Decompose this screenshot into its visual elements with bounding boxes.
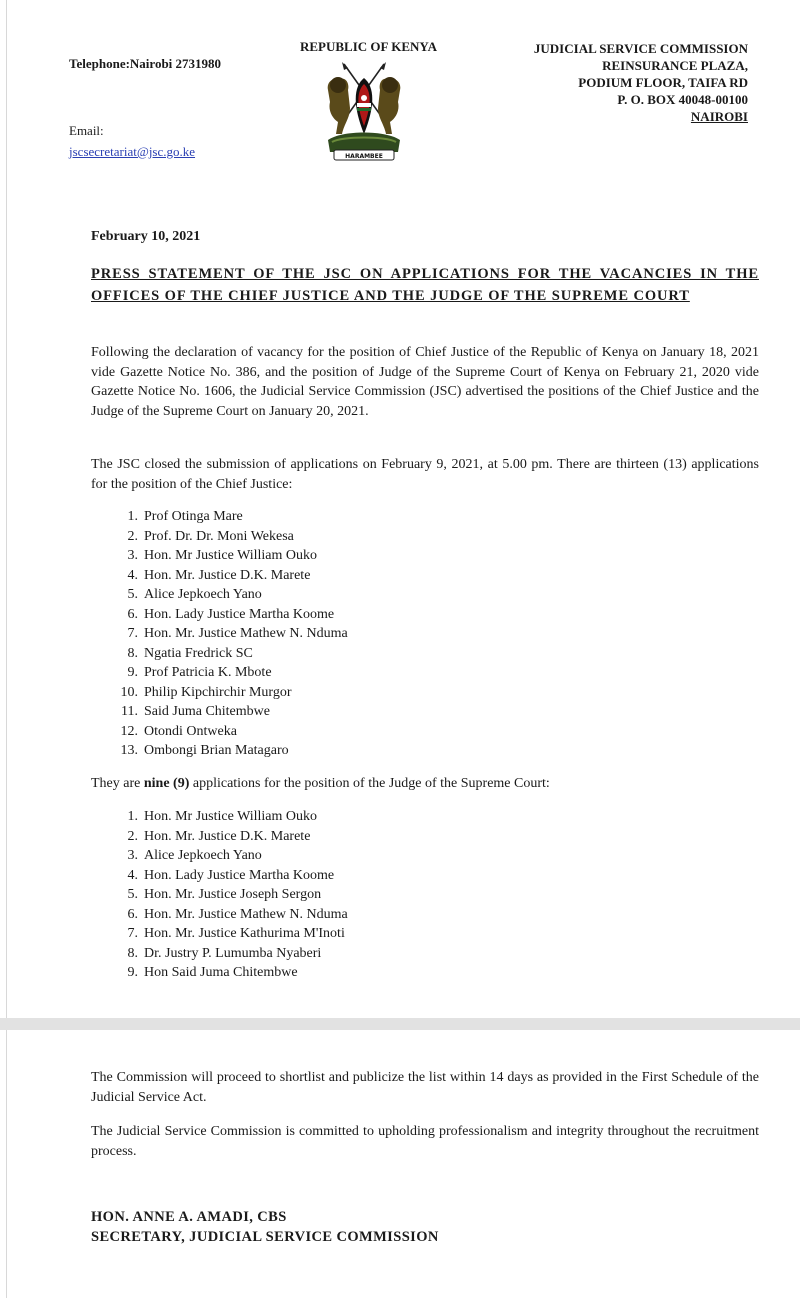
- list-item: [112, 866, 712, 886]
- applicant-name: Hon. Mr. Justice Mathew N. Nduma: [144, 626, 348, 641]
- list-item: [112, 885, 712, 905]
- applicant-name: Hon. Lady Justice Martha Koome: [144, 606, 335, 622]
- list-item-number: 4.: [127, 867, 138, 883]
- list-item-number: 3.: [127, 848, 138, 863]
- applicant-name: Dr. Justry P. Lumumba Nyaberi: [144, 945, 322, 961]
- list-item-number: 4.: [127, 567, 138, 583]
- paragraph-commitment: The Judicial Service Commission is committed to upholding professionalism and integrity throughout the recruitment process.: [91, 1124, 759, 1159]
- applicant-name: Hon. Mr. Justice D.K. Marete: [144, 828, 311, 844]
- paragraph-text: They are: [91, 776, 144, 791]
- paragraph-text: applications for the position of the Judge of the Supreme Court:: [189, 776, 550, 791]
- list-item-number: 2.: [127, 828, 138, 844]
- applicant-name: Alice Jepkoech Yano: [144, 587, 262, 602]
- list-item-number: 3.: [127, 548, 138, 563]
- page-edge: [6, 0, 7, 1018]
- signatory-name: HON. ANNE A. AMADI, CBS: [91, 1209, 287, 1225]
- applicant-name: Hon Said Juma Chitembwe: [144, 965, 298, 980]
- list-item: [112, 963, 712, 983]
- list-item-number: 10.: [120, 684, 138, 700]
- list-item-number: 11.: [121, 704, 138, 719]
- list-item: [112, 644, 712, 664]
- chief-justice-applicant-list: [112, 507, 712, 761]
- applicant-name: Alice Jepkoech Yano: [144, 848, 262, 863]
- applicant-name: Hon. Mr. Justice D.K. Marete: [144, 567, 311, 583]
- list-item: [112, 722, 712, 742]
- paragraph-closing: The JSC closed the submission of applications on February 9, 2021, at 5.00 pm. There are thirteen (13) applications for the position of the Chief Justice:: [91, 457, 759, 492]
- list-item-number: 5.: [127, 887, 138, 902]
- statement-date: February 10, 2021: [91, 229, 201, 244]
- list-item: [112, 566, 712, 586]
- list-item-number: 7.: [127, 926, 138, 941]
- list-item: [112, 624, 712, 644]
- applicant-name: Prof Patricia K. Mbote: [144, 665, 272, 680]
- signature-block: [91, 1207, 439, 1247]
- list-item-number: 6.: [127, 906, 138, 922]
- applicant-name: Ombongi Brian Matagaro: [144, 743, 289, 758]
- list-item-number: 6.: [127, 606, 138, 622]
- kenya-coat-of-arms-icon: [322, 60, 406, 166]
- address-line: P. O. BOX 40048-00100: [617, 92, 748, 107]
- applicant-name: Hon. Mr. Justice Kathurima M'Inoti: [144, 926, 345, 941]
- list-item: [112, 944, 712, 964]
- paragraph-supreme-court: [91, 774, 759, 794]
- list-item: [112, 924, 712, 944]
- list-item-number: 8.: [127, 645, 138, 661]
- page-break: [0, 1018, 800, 1030]
- supreme-court-applicant-list: [112, 807, 712, 983]
- applicant-name: Otondi Ontweka: [144, 723, 237, 739]
- applicant-name: Hon. Mr Justice William Ouko: [144, 548, 317, 563]
- list-item-number: 8.: [127, 945, 138, 961]
- applicant-name: Prof Otinga Mare: [144, 509, 243, 524]
- applicant-name: Hon. Lady Justice Martha Koome: [144, 867, 335, 883]
- list-item-number: 1.: [127, 809, 138, 824]
- list-item: [112, 527, 712, 547]
- applicant-name: Philip Kipchirchir Murgor: [144, 684, 292, 700]
- address-line: REINSURANCE PLAZA,: [602, 58, 748, 73]
- page-edge: [6, 1030, 7, 1298]
- list-item-number: 9.: [127, 665, 138, 680]
- email-link[interactable]: jscsecretariat@jsc.go.ke: [69, 144, 196, 159]
- list-item-number: 9.: [127, 965, 138, 980]
- applicant-name: Hon. Mr. Justice Joseph Sergon: [144, 887, 322, 902]
- applicant-name: Hon. Mr. Justice Mathew N. Nduma: [144, 906, 348, 922]
- address-line: PODIUM FLOOR, TAIFA RD: [578, 75, 748, 90]
- list-item: [112, 605, 712, 625]
- statement-title: PRESS STATEMENT OF THE JSC ON APPLICATIONS FOR THE VACANCIES IN THE OFFICES OF THE CHIEF JUSTICE AND THE JUDGE OF THE SUPREME COURT: [91, 266, 759, 304]
- list-item-number: 13.: [120, 743, 138, 758]
- list-item-number: 7.: [127, 626, 138, 641]
- coat-motto: HARAMBEE: [345, 153, 383, 160]
- list-item: [112, 683, 712, 703]
- list-item: [112, 702, 712, 722]
- paragraph-shortlist: The Commission will proceed to shortlist and publicize the list within 14 days as provided in the First Schedule of the Judicial Service Act.: [91, 1070, 759, 1105]
- jsc-name: JUDICIAL SERVICE COMMISSION: [533, 41, 748, 56]
- list-item: [112, 546, 712, 566]
- applicant-name: Hon. Mr Justice William Ouko: [144, 809, 317, 824]
- applicant-name: Prof. Dr. Dr. Moni Wekesa: [144, 528, 294, 544]
- applicant-name: Ngatia Fredrick SC: [144, 645, 253, 661]
- republic-heading: REPUBLIC OF KENYA: [300, 39, 438, 54]
- list-item-number: 2.: [127, 528, 138, 544]
- paragraph-vacancy: Following the declaration of vacancy for the position of Chief Justice of the Republic of Kenya on January 18, 2021 vide Gazette Notice No. 386, and the position of Judge of the Supreme Court of Kenya on February 21, 2020 vide Gazette Notice No. 1606, the Judicial Service Commission (JSC) advertised the positions of the Chief Justice and the Judge of the Supreme Court on January 20, 2021.: [91, 345, 759, 419]
- list-item-number: 5.: [127, 587, 138, 602]
- telephone-line: Telephone:Nairobi 2731980: [69, 56, 222, 71]
- list-item: [112, 585, 712, 605]
- list-item: [112, 807, 712, 827]
- list-item: [112, 507, 712, 527]
- list-item-number: 1.: [127, 509, 138, 524]
- signatory-role: SECRETARY, JUDICIAL SERVICE COMMISSION: [91, 1229, 439, 1245]
- list-item: [112, 905, 712, 925]
- applicant-name: Said Juma Chitembwe: [144, 704, 270, 719]
- list-item: [112, 741, 712, 761]
- list-item: [112, 663, 712, 683]
- jsc-address-block: [534, 40, 748, 125]
- list-item-number: 12.: [120, 723, 138, 739]
- count-emphasis: nine (9): [143, 776, 190, 791]
- email-label: Email:: [69, 123, 104, 138]
- list-item: [112, 846, 712, 866]
- address-line: NAIROBI: [690, 109, 748, 124]
- list-item: [112, 827, 712, 847]
